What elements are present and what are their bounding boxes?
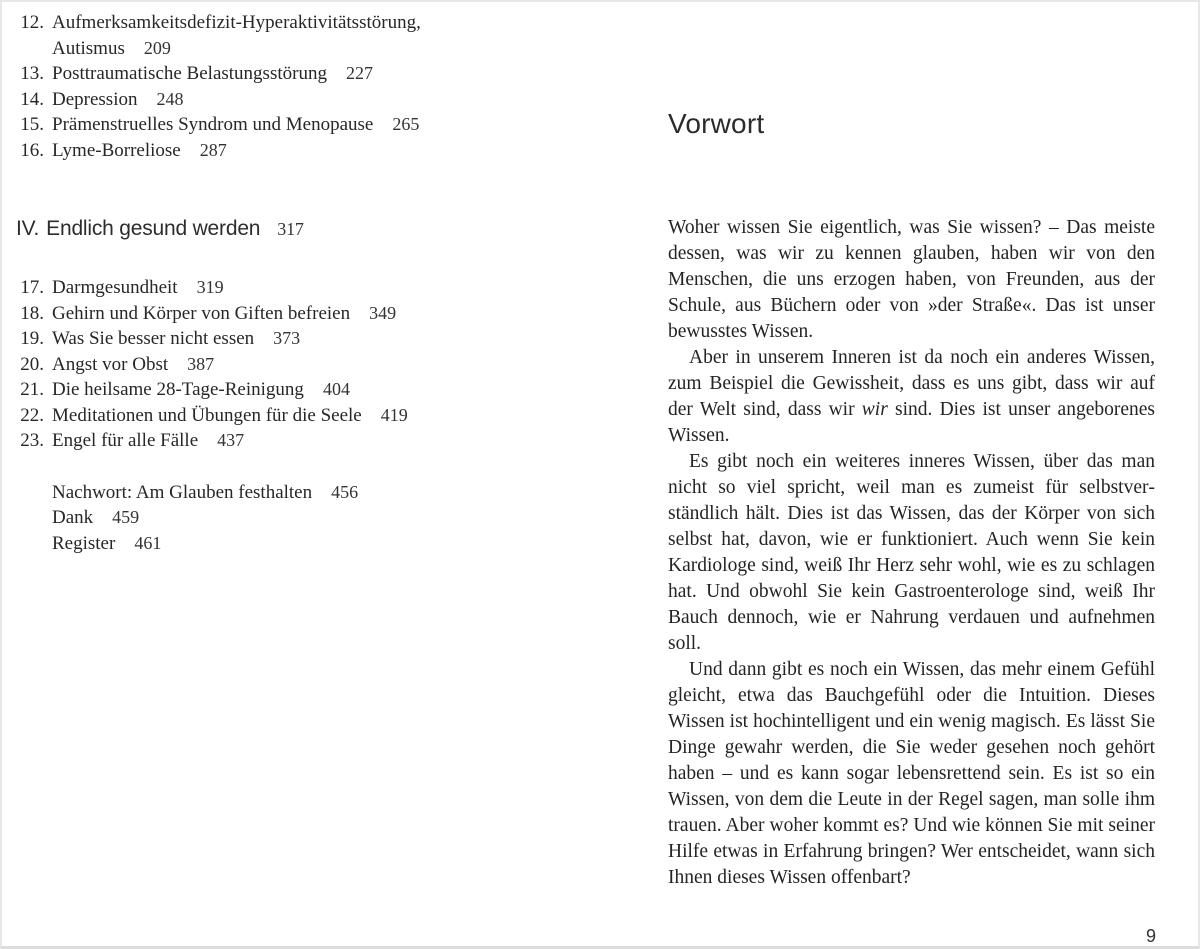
- toc-entry-text: [52, 10, 421, 61]
- toc-entry-title-line2: [52, 36, 421, 62]
- toc-entry-title: Was Sie besser nicht essen: [52, 328, 255, 349]
- toc-entry-page: 349: [369, 302, 397, 323]
- part-heading-page: 317: [277, 219, 304, 239]
- toc-entry-text: [52, 275, 224, 301]
- toc-entry-title: Depression: [52, 88, 138, 110]
- toc-entry-title: Engel für alle Fälle: [52, 430, 199, 451]
- toc-entry-title: Dank: [52, 507, 94, 528]
- toc-entry-number: 12.: [20, 12, 44, 33]
- paragraph-2-text: sind. Dies ist unser angeborenes Wissen.: [668, 399, 1155, 446]
- toc-entry-text: [52, 377, 350, 403]
- toc-entry-number: 20.: [20, 353, 44, 375]
- paragraph-3: Es gibt noch ein weiteres inneres Wissen, über das man nicht so viel spricht, weil man es zumeist für selbstverständlich hält. Dies ist das Wissen, das der Körper von sich selbst hat, davon, wie er funktioniert. Auch wenn Sie kein Kardiologe sind, weiß Ihr Herz sehr wohl, wie es zu schlagen hat. Und obwohl Sie kein Gastroenterologe sind, weiß Ihr Bauch dennoch, wie er Nahrung verdauen und aufnehmen soll.: [668, 451, 1155, 654]
- toc-entry-title-line1: Aufmerksamkeitsdefizit-Hyperaktivitätsstörung,: [52, 12, 421, 33]
- toc-entry-page: 437: [217, 430, 245, 450]
- toc-entry-nachwort: [52, 480, 496, 506]
- toc-entry-title: Nachwort: Am Glauben festhalten: [52, 481, 313, 503]
- toc-entry-number: 21.: [20, 379, 44, 400]
- toc-entry-title: Darmgesundheit: [52, 277, 178, 298]
- toc-entry-text: [52, 87, 183, 113]
- toc-entry-text: [52, 428, 244, 454]
- toc-entry-page: 456: [331, 481, 359, 502]
- toc-entry-page: 387: [187, 353, 215, 374]
- toc-entry-title: Register: [52, 532, 116, 554]
- toc-entry-12: [16, 10, 496, 61]
- toc-entry-page: 404: [322, 379, 350, 399]
- part-heading-number: IV.: [16, 217, 40, 240]
- paragraph-1: Woher wissen Sie eigentlich, was Sie wissen? – Das meiste dessen, was wir zu kennen glauben, haben wir von den Menschen, die uns erzogen haben, von Freunden, aus der Schule, aus Büchern oder von »der Straße«. Das ist unser bewusstes Wissen.: [668, 217, 1155, 342]
- toc-entry-23: [16, 428, 496, 454]
- toc-entry-title: Lyme-Borreliose: [52, 139, 181, 161]
- toc-entry-title: Prämenstruelles Syndrom und Menopause: [52, 114, 374, 135]
- toc-entry-page: 287: [199, 139, 227, 160]
- toc-backmatter-list: [16, 480, 496, 557]
- paragraph-4: Und dann gibt es noch ein Wissen, das mehr einem Gefühl gleicht, etwa das Bauchgefühl oder die Intuition. Dieses Wissen ist hochintelligent und ein wenig magisch. Es lässt Sie Dinge gewahr werden, die Sie weder gesehen noch gehört haben – und es kann sogar lebensrettend sein. Es ist so ein Wissen, von dem die Leute in der Regel sagen, man solle ihm trauen. Aber woher kommt es? Und wie können Sie mit seiner Hilfe etwas in Erfahrung bringen? Wer entscheidet, wann sich Ihnen dieses Wissen offenbart?: [668, 659, 1155, 888]
- preface-page: [668, 109, 1155, 891]
- toc-entry-18: [16, 301, 496, 327]
- toc-entry-title: Posttraumatische Belastungsstörung: [52, 63, 327, 84]
- toc-entry-page: 373: [273, 328, 301, 348]
- toc-entry-page: 459: [112, 507, 140, 527]
- toc-entry-text: [52, 326, 300, 352]
- paragraph-2: [668, 345, 1155, 449]
- toc-entry-text: [52, 352, 214, 378]
- toc-entry-title: Gehirn und Körper von Giften befreien: [52, 302, 351, 324]
- toc-entry-page: 209: [143, 37, 171, 58]
- toc-entry-register: [52, 531, 496, 557]
- toc-entry-number: 13.: [20, 63, 44, 84]
- preface-body: [668, 215, 1155, 891]
- toc-entry-number: 23.: [20, 430, 44, 451]
- toc-entry-number: 22.: [20, 404, 44, 426]
- toc-entry-15: [16, 112, 496, 138]
- paragraph-2-emphasis: wir: [861, 399, 888, 420]
- toc-entry-number: 18.: [20, 302, 44, 324]
- toc-part3-list: [16, 10, 496, 163]
- toc-entry-20: [16, 352, 496, 378]
- part-heading-title: Endlich gesund werden: [46, 217, 261, 240]
- toc-entry-22: [16, 403, 496, 429]
- toc-entry-page: 461: [134, 532, 162, 553]
- toc-entry-page: 265: [392, 114, 420, 134]
- toc-entry-number: 17.: [20, 277, 44, 298]
- toc-entry-page: 419: [380, 404, 408, 425]
- toc-entry-19: [16, 326, 496, 352]
- toc-page: [16, 10, 496, 556]
- toc-entry-page: 319: [196, 277, 224, 297]
- toc-entry-21: [16, 377, 496, 403]
- toc-entry-number: 19.: [20, 328, 44, 349]
- toc-entry-14: [16, 87, 496, 113]
- toc-entry-text: [52, 61, 373, 87]
- toc-entry-number: 16.: [20, 139, 44, 161]
- paragraph-2-text: Aber in unserem Inneren ist da noch ein anderes Wissen, zum Beispiel die Gewissheit, dass es uns gibt, dass wir auf der Welt sind, dass wir: [668, 347, 1155, 420]
- toc-entry-dank: [52, 505, 496, 531]
- toc-entry-page: 227: [345, 63, 373, 83]
- toc-entry-title-continued: Autismus: [52, 37, 125, 59]
- toc-entry-title: Meditationen und Übungen für die Seele: [52, 404, 362, 426]
- toc-entry-number: 14.: [20, 88, 44, 110]
- toc-entry-text: [52, 403, 408, 429]
- chapter-title: Vorwort: [668, 108, 765, 139]
- toc-entry-text: [52, 138, 227, 164]
- toc-entry-page: 248: [156, 88, 184, 109]
- toc-entry-number: 15.: [20, 114, 44, 135]
- toc-entry-text: [52, 301, 396, 327]
- toc-part4-list: [16, 275, 496, 454]
- page-number: 9: [1146, 926, 1157, 946]
- toc-entry-title: Angst vor Obst: [52, 353, 169, 375]
- toc-entry-text: [52, 112, 419, 138]
- toc-part-heading: [16, 215, 496, 243]
- toc-entry-title: Die heilsame 28-Tage-Reinigung: [52, 379, 304, 400]
- toc-entry-16: [16, 138, 496, 164]
- toc-entry-13: [16, 61, 496, 87]
- toc-entry-17: [16, 275, 496, 301]
